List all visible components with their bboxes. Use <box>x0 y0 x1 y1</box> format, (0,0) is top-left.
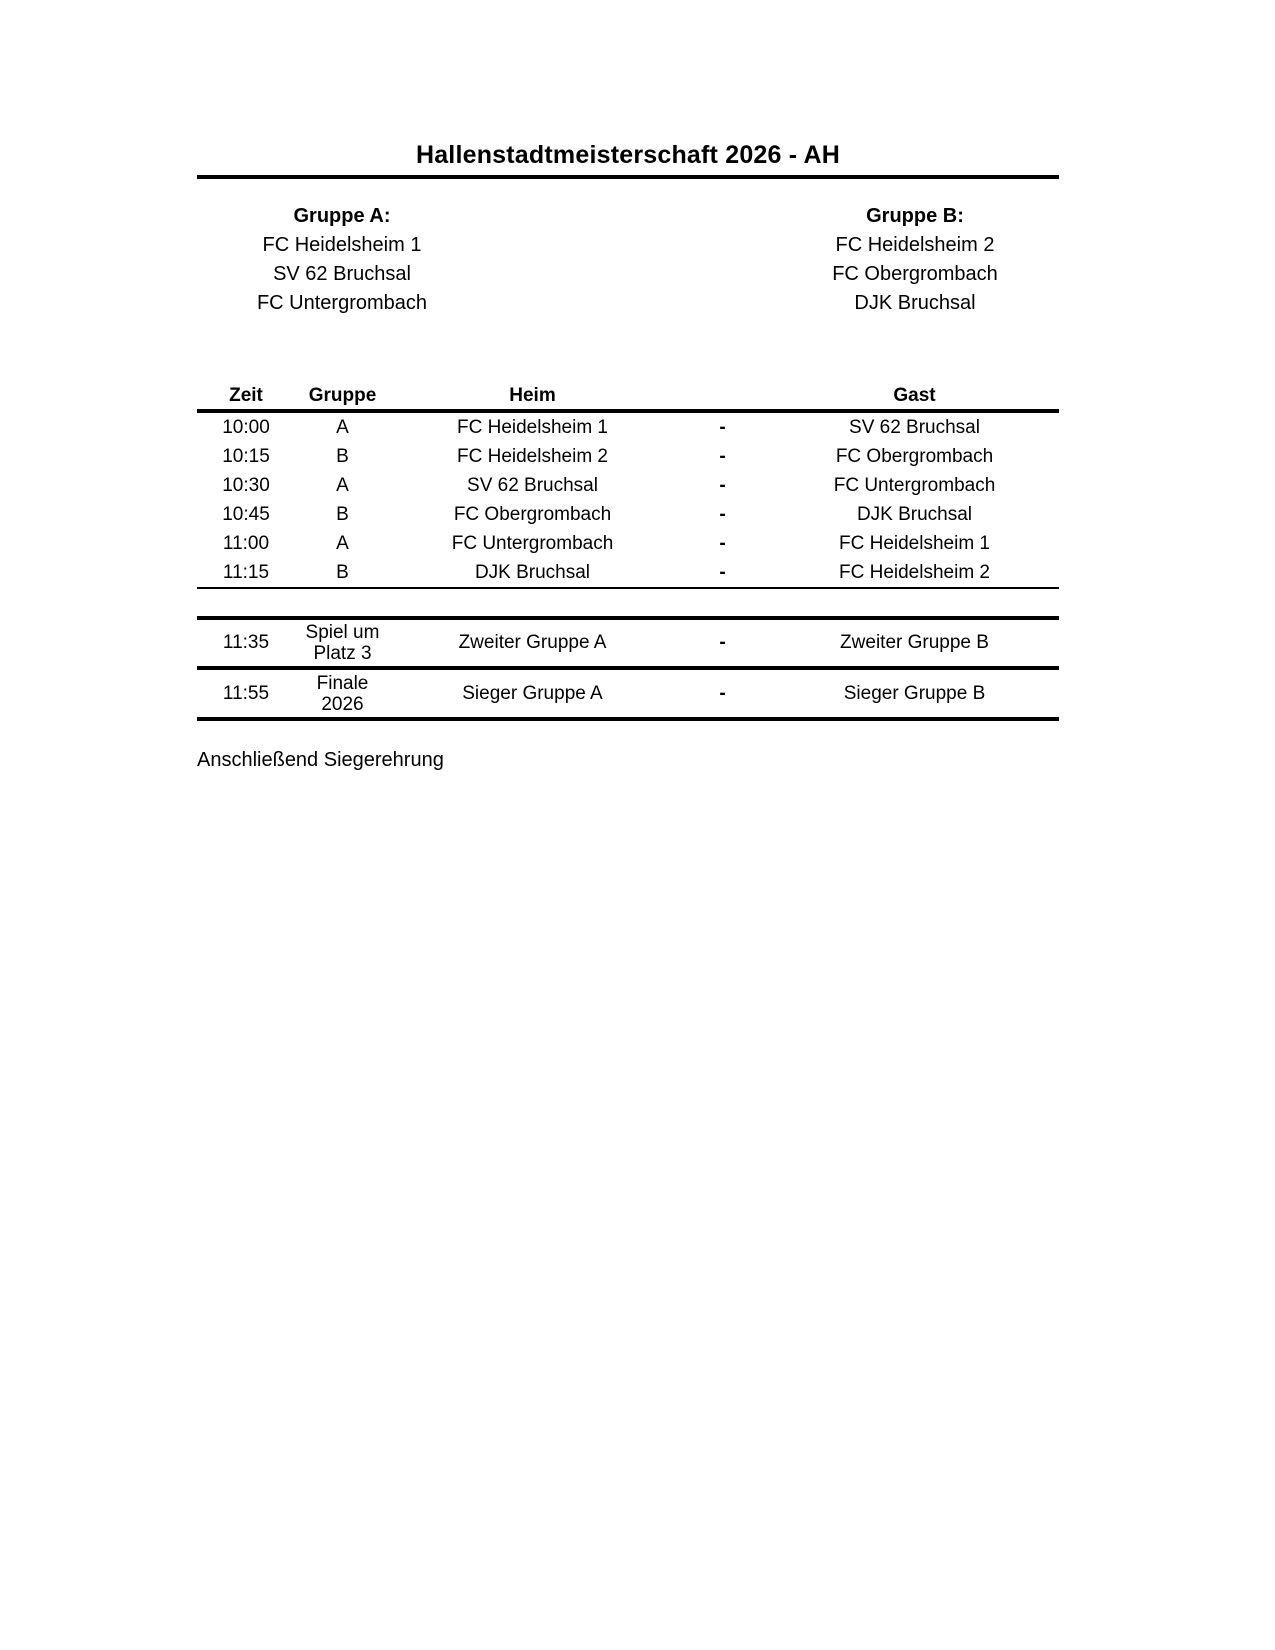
dash-separator: - <box>719 445 726 467</box>
col-header-heim: Heim <box>390 383 675 411</box>
gast-cell: DJK Bruchsal <box>856 503 973 525</box>
dash-separator: - <box>675 618 770 668</box>
final-match-row <box>197 668 1059 719</box>
zeit-cell: 10:30 <box>222 474 270 496</box>
group-a-team: FC Heidelsheim 1 <box>262 234 422 256</box>
gruppe-cell: B <box>295 558 390 588</box>
group-a-team: SV 62 Bruchsal <box>273 263 411 285</box>
match-label-cell <box>295 668 390 719</box>
group-a-title: Gruppe A: <box>293 205 391 227</box>
dash-separator: - <box>719 416 726 438</box>
title-rule <box>197 175 1059 179</box>
match-label-line1: Finale <box>316 672 369 694</box>
match-label-line2: Platz 3 <box>313 643 372 664</box>
schedule-row <box>197 529 1059 558</box>
group-b-team: FC Obergrombach <box>832 263 998 285</box>
heim-cell: DJK Bruchsal <box>390 558 675 588</box>
gruppe-cell: B <box>336 445 349 467</box>
zeit-cell: 11:15 <box>197 558 295 588</box>
col-header-zeit: Zeit <box>197 383 295 411</box>
gruppe-cell: B <box>336 503 349 525</box>
zeit-cell: 10:15 <box>222 445 270 467</box>
group-b-section <box>770 202 1060 318</box>
gast-cell: FC Heidelsheim 2 <box>770 558 1059 588</box>
schedule-row <box>197 500 1059 529</box>
schedule-row <box>197 558 1059 588</box>
dash-separator: - <box>719 503 726 525</box>
heim-cell: FC Heidelsheim 2 <box>457 445 608 467</box>
heim-cell: FC Heidelsheim 1 <box>457 416 608 438</box>
gruppe-cell: A <box>336 474 349 496</box>
zeit-cell: 11:55 <box>197 668 295 719</box>
match-label-line1: Spiel um <box>305 622 380 643</box>
spacer-row <box>197 588 1059 618</box>
heim-cell: SV 62 Bruchsal <box>467 474 598 496</box>
gast-cell: FC Heidelsheim 1 <box>839 532 990 554</box>
schedule-row <box>197 471 1059 500</box>
dash-separator: - <box>719 474 726 496</box>
dash-separator: - <box>675 558 770 588</box>
schedule-table <box>197 383 1059 721</box>
gast-cell: Sieger Gruppe B <box>770 668 1059 719</box>
group-b-team: FC Heidelsheim 2 <box>835 234 995 256</box>
gruppe-cell: A <box>336 532 349 554</box>
zeit-cell: 10:45 <box>222 503 270 525</box>
dash-separator: - <box>719 532 726 554</box>
footer-note: Anschließend Siegerehrung <box>197 749 444 771</box>
heim-cell: Sieger Gruppe A <box>390 668 675 719</box>
match-label-line2: 2026 <box>321 693 364 715</box>
page-title: Hallenstadtmeisterschaft 2026 - AH <box>415 141 841 169</box>
heim-cell: Zweiter Gruppe A <box>390 618 675 668</box>
group-a-section <box>197 202 487 318</box>
group-b-title: Gruppe B: <box>866 205 964 227</box>
heim-cell: FC Untergrombach <box>451 532 614 554</box>
zeit-cell: 11:35 <box>197 618 295 668</box>
gast-cell: FC Obergrombach <box>835 445 994 467</box>
gast-cell: Zweiter Gruppe B <box>770 618 1059 668</box>
third-place-match-row <box>197 618 1059 668</box>
schedule-header-row <box>197 383 1059 411</box>
match-label-cell <box>295 618 390 668</box>
zeit-cell: 11:00 <box>222 532 270 554</box>
gruppe-cell: A <box>336 416 349 438</box>
heim-cell: FC Obergrombach <box>453 503 612 525</box>
gast-cell: FC Untergrombach <box>833 474 996 496</box>
group-b-team: DJK Bruchsal <box>854 292 976 314</box>
schedule-row <box>197 442 1059 471</box>
col-header-gast: Gast <box>770 383 1059 411</box>
col-header-separator <box>675 383 770 411</box>
gast-cell: SV 62 Bruchsal <box>849 416 980 438</box>
schedule-row <box>197 411 1059 442</box>
zeit-cell: 10:00 <box>222 416 270 438</box>
group-a-team: FC Untergrombach <box>256 292 428 314</box>
col-header-gruppe: Gruppe <box>295 383 390 411</box>
dash-separator: - <box>675 668 770 719</box>
